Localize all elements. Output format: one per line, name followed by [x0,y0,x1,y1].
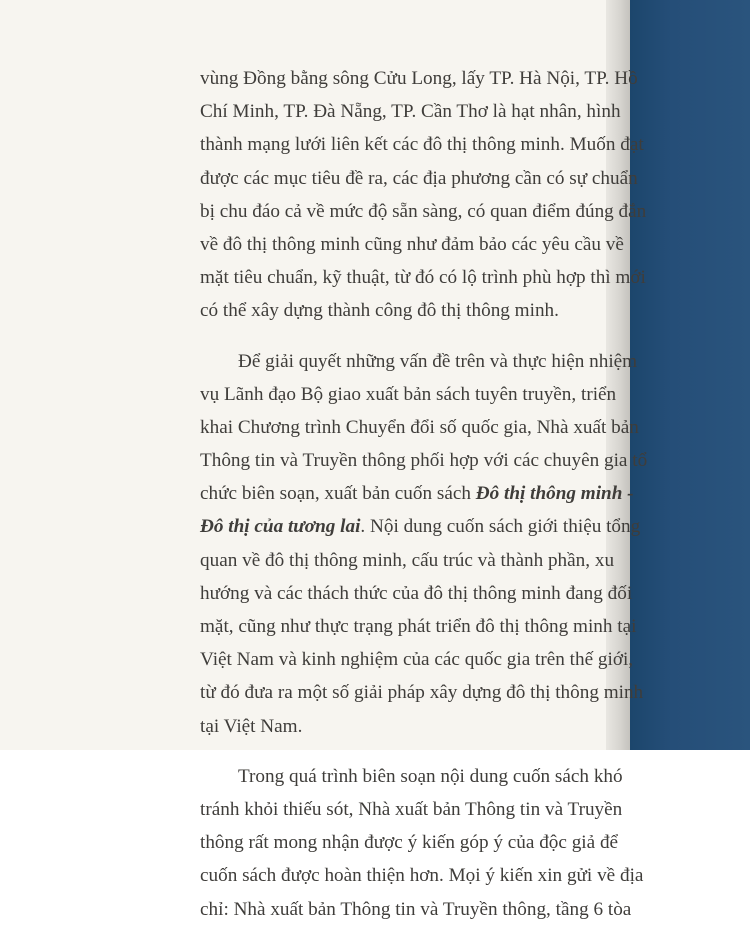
text-line [200,859,644,892]
text-line [200,294,612,327]
paragraph [200,62,647,328]
text-segment: . Nội dung cuốn sách giới thiệu tổng [360,516,641,538]
text-line [200,610,637,643]
text-segment: tránh khỏi thiếu sót, Nhà xuất bản Thông tin và Truyền [200,798,623,820]
text-segment: Thông tin và Truyền thông phối hợp với các chuyên gia tổ [200,450,648,472]
text-segment: khai Chương trình Chuyển đổi số quốc gia, Nhà xuất bản [200,416,639,438]
text-line [200,444,648,477]
paragraph [200,760,644,926]
text-segment: vụ Lãnh đạo Bộ giao xuất bản sách tuyên truyền, triển [200,383,617,405]
text-line [200,577,633,610]
text-line [200,510,641,543]
text-segment: bị chu đáo cả về mức độ sẵn sàng, có quan điểm đúng đắn [200,200,647,222]
text-line [200,378,617,411]
text-line [200,345,638,378]
text-line [200,477,634,510]
text-segment: cuốn sách được hoàn thiện hơn. Mọi ý kiến xin gửi về địa [200,865,644,887]
text-segment: có thể xây dựng thành công đô thị thông minh. [200,300,559,322]
text-segment: về đô thị thông minh cũng như đảm bảo các yêu cầu về [200,233,624,255]
text-segment: thành mạng lưới liên kết các đô thị thông minh. Muốn đạt [200,134,644,156]
text-line [200,411,639,444]
text-line [200,793,623,826]
text-segment: chức biên soạn, xuất bản cuốn sách [200,483,476,505]
text-line [200,95,621,128]
text-segment: Trong quá trình biên soạn nội dung cuốn sách khó [238,765,623,787]
text-line [200,128,644,161]
text-line [200,826,619,859]
text-segment: mặt tiêu chuẩn, kỹ thuật, từ đó có lộ trình phù hợp thì mới [200,267,646,289]
text-line [200,195,647,228]
text-segment: vùng Đồng bằng sông Cửu Long, lấy TP. Hà Nội, TP. Hồ [200,68,638,89]
text-segment: quan về đô thị thông minh, cấu trúc và thành phần, xu [200,549,615,571]
text-segment: Chí Minh, TP. Đà Nẵng, TP. Cần Thơ là hạt nhân, hình [200,101,621,123]
text-segment: tại Việt Nam. [200,715,303,737]
text-line [200,62,638,95]
body-text [200,62,648,926]
text-segment: mặt, cũng như thực trạng phát triển đô thị thông minh tại [200,616,637,637]
book-title-emphasis: Đô thị của tương lai [200,516,361,538]
text-line [200,676,644,709]
text-segment: thông rất mong nhận được ý kiến góp ý của độc giả để [200,832,619,854]
text-segment: từ đó đưa ra một số giải pháp xây dựng đô thị thông minh [200,682,644,704]
text-segment: Để giải quyết những vấn đề trên và thực hiện nhiệm [238,350,638,372]
book-back-cover [630,0,750,750]
text-segment: hướng và các thách thức của đô thị thông minh đang đối [200,582,633,604]
text-segment: được các mục tiêu đề ra, các địa phương cần có sự chuẩn [200,167,638,189]
text-line [200,760,623,793]
text-line [200,893,632,926]
text-line [200,643,634,676]
text-line [200,162,638,195]
book-title-emphasis: Đô thị thông minh - [475,483,634,505]
paragraph [200,345,648,743]
text-line [200,710,612,743]
text-line [200,544,615,577]
text-line [200,228,624,261]
text-segment: Việt Nam và kinh nghiệm của các quốc gia trên thế giới, [200,649,634,671]
text-segment: chỉ: Nhà xuất bản Thông tin và Truyền thông, tầng 6 tòa [200,898,632,920]
text-line [200,261,646,294]
